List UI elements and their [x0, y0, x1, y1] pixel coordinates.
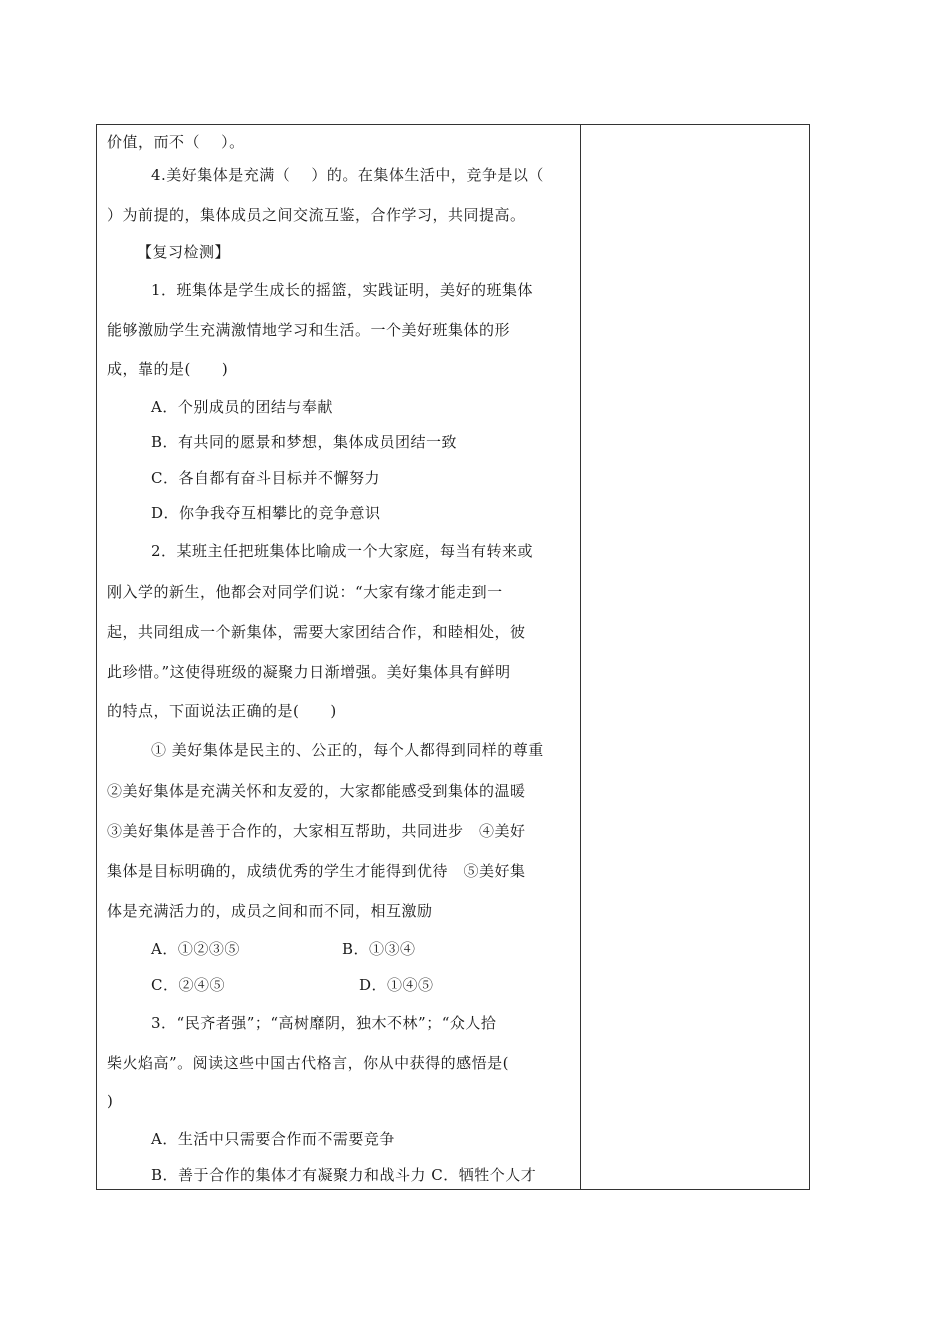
worksheet-table — [96, 124, 810, 1190]
text-line: 起，共同组成一个新集体，需要大家团结合作，和睦相处，彼 — [107, 623, 526, 641]
text-line: 1．班集体是学生成长的摇篮，实践证明，美好的班集体 — [151, 281, 534, 299]
text-line: ① 美好集体是民主的、公正的，每个人都得到同样的尊重 — [151, 741, 544, 759]
text-line: ）为前提的，集体成员之间交流互鉴，合作学习，共同提高。 — [107, 206, 526, 224]
option-line: B．①③④ — [342, 940, 416, 958]
option-line: B．善于合作的集体才有凝聚力和战斗力 C．牺牲个人才 — [151, 1166, 537, 1184]
option-line: C．各自都有奋斗目标并不懈努力 — [151, 469, 380, 487]
text-line: 体是充满活力的，成员之间和而不同，相互激励 — [107, 902, 433, 920]
text-line: 2．某班主任把班集体比喻成一个大家庭，每当有转来或 — [151, 542, 534, 560]
section-heading: 【复习检测】 — [137, 243, 231, 261]
text-line: ③美好集体是善于合作的，大家相互帮助，共同进步 ④美好 — [107, 822, 526, 840]
option-line: A．生活中只需要合作而不需要竞争 — [151, 1130, 395, 1148]
text-line: 4.美好集体是充满（ ）的。在集体生活中，竞争是以（ — [151, 166, 544, 184]
option-line: B．有共同的愿景和梦想，集体成员团结一致 — [151, 433, 458, 451]
text-line: ②美好集体是充满关怀和友爱的，大家都能感受到集体的温暖 — [107, 782, 526, 800]
option-line: C．②④⑤ — [151, 976, 225, 994]
option-line: D．①④⑤ — [359, 976, 434, 994]
text-line: 成，靠的是( ) — [107, 360, 229, 378]
text-line: 柴火焰高”。阅读这些中国古代格言，你从中获得的感悟是( — [107, 1054, 510, 1072]
text-line: 集体是目标明确的，成绩优秀的学生才能得到优待 ⑤美好集 — [107, 862, 526, 880]
option-line: D．你争我夺互相攀比的竞争意识 — [151, 504, 381, 522]
option-line: A．①②③⑤ — [151, 940, 240, 958]
text-line: 的特点，下面说法正确的是( ) — [107, 702, 337, 720]
text-line: ) — [107, 1092, 114, 1110]
content-cell — [97, 125, 580, 1189]
text-line: 3．“民齐者强”；“高树靡阴，独木不林”；“众人拾 — [151, 1014, 497, 1032]
column-divider — [580, 125, 581, 1189]
text-line: 刚入学的新生，他都会对同学们说：“大家有缘才能走到一 — [107, 583, 503, 601]
text-line: 此珍惜。”这使得班级的凝聚力日渐增强。美好集体具有鲜明 — [107, 663, 511, 681]
text-line: 价值，而不（ ）。 — [107, 133, 245, 151]
text-line: 能够激励学生充满激情地学习和生活。一个美好班集体的形 — [107, 321, 511, 339]
option-line: A．个别成员的团结与奉献 — [151, 398, 333, 416]
